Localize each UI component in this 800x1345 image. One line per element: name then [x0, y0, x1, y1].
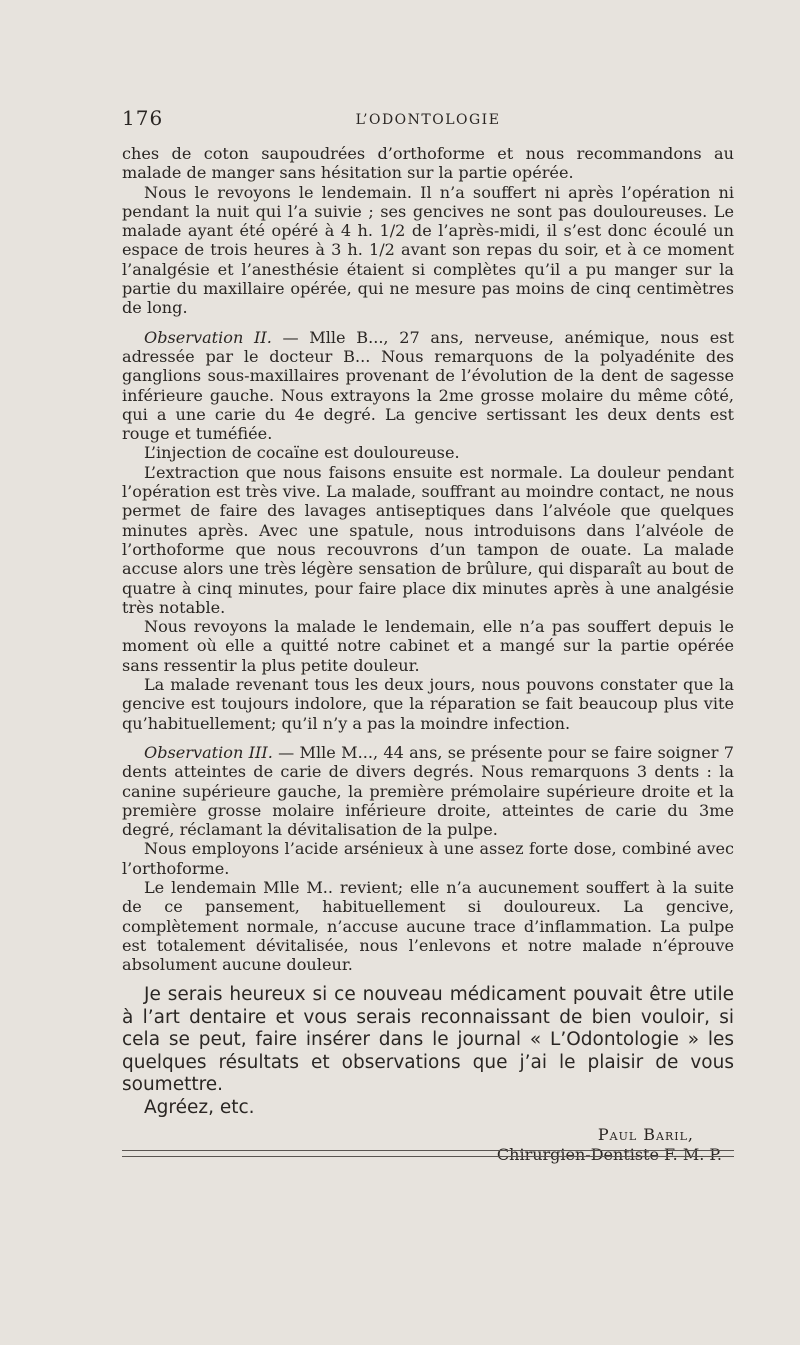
salutation: Agréez, etc.	[144, 1096, 255, 1118]
closing-double-rule	[122, 1150, 734, 1157]
signature-name: Paul Baril,	[597, 1125, 694, 1145]
observation-2-intro	[122, 328, 734, 444]
page-number: 176	[122, 106, 164, 130]
page-header	[122, 106, 734, 134]
signature	[122, 1125, 734, 1165]
observation-2-heading: Observation II.	[144, 327, 272, 347]
closing-paragraph: Je serais heureux si ce nouveau médicament pouvait être utile à l’art dentaire et vous serais reconnaissant de bien vouloir, si cela se peut, faire insérer dans le journal « L’Odontologie » les quelques résultats et observations que j’ai le plaisir de vous soumettre.	[122, 984, 734, 1096]
paragraph: La malade revenant tous les deux jours, nous pouvons constater que la gencive est toujours indolore, que la réparation se fait beaucoup plus vite qu’habituellement; qu’il n’y a pas la moindre infection.	[122, 675, 734, 733]
observation-3-text: — Mlle M..., 44 ans, se présente pour se faire soigner 7 dents atteintes de carie de divers degrés. Nous remarquons 3 dents : la canine supérieure gauche, la première prémolaire supérieure droite et la première grosse molaire inférieure droite, atteintes de carie du 3me degré, réclamant la dévitalisation de la pulpe.	[122, 742, 734, 840]
paragraph: ches de coton saupoudrées d’orthoforme et nous recommandons au malade de manger sans hésitation sur la partie opérée.	[122, 144, 734, 183]
paragraph: L’extraction que nous faisons ensuite est normale. La douleur pendant l’opération est très vive. La malade, souffrant au moindre contact, ne nous permet de faire des lavages antiseptiques dans l’alvéole que quelques minutes après. Avec une spatule, nous introduisons dans l’alvéole de l’orthoforme que nous recouvrons d’un tampon de ouate. La malade accuse alors une très légère sensation de brûlure, qui disparaît au bout de quatre à cinq minutes, pour faire place dix minutes après à une analgésie très notable.	[122, 462, 734, 617]
closing-letter	[122, 984, 734, 1119]
signature-title: Chirurgien-Dentiste F. M. P.	[496, 1145, 722, 1165]
observation-2-text: — Mlle B..., 27 ans, nerveuse, anémique, nous est adressée par le docteur B... Nous remarquons de la polyadénite des ganglions sous-maxillaires provenant de l’évolution de la dent de sagesse inférieure gauche. Nous extrayons la 2me grosse molaire du même côté, qui a une carie du 4e degré. La gencive sertissant les deux dents est rouge et tuméfiée.	[122, 327, 734, 444]
paragraph: Le lendemain Mlle M.. revient; elle n’a aucunement souffert à la suite de ce pansement, habituellement si douloureux. La gencive, complètement normale, n’accuse aucune trace d’inflammation. La pulpe est totalement dévitalisée, nous l’enlevons et notre malade n’éprouve absolument aucune douleur.	[122, 877, 734, 975]
running-title: L’ODONTOLOGIE	[355, 112, 501, 128]
paragraph: Nous revoyons la malade le lendemain, elle n’a pas souffert depuis le moment où elle a quitté notre cabinet et a mangé sur la partie opérée sans ressentir la plus petite douleur.	[122, 617, 734, 675]
paragraph: Nous employons l’acide arsénieux à une assez forte dose, combiné avec l’orthoforme.	[122, 839, 734, 878]
article-body	[122, 144, 734, 1165]
observation-3-intro	[122, 743, 734, 839]
observation-3-heading: Observation III.	[144, 742, 273, 762]
paragraph: Nous le revoyons le lendemain. Il n’a souffert ni après l’opération ni pendant la nuit qui l’a suivie ; ses gencives ne sont pas douloureuses. Le malade ayant été opéré à 4 h. 1/2 de l’après-midi, il s’est donc écoulé un espace de trois heures à 3 h. 1/2 avant son repas du soir, et à ce moment l’analgésie et l’anesthésie étaient si complètes qu’il a pu manger sur la partie du maxillaire opérée, qui ne mesure pas moins de cinq centimètres de long.	[122, 182, 734, 318]
paragraph: L’injection de cocaïne est douloureuse.	[144, 443, 460, 463]
